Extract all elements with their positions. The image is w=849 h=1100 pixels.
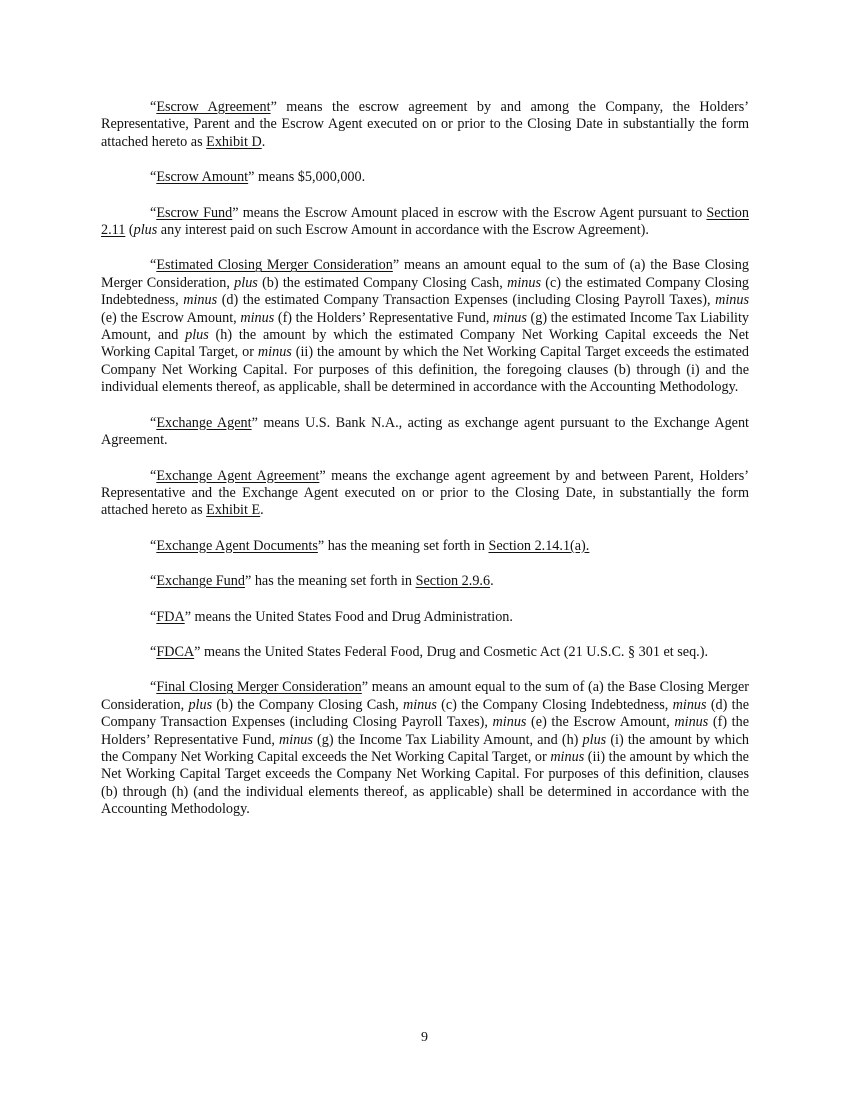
definition-paragraph [101,609,749,626]
defined-term: Exchange Fund [156,573,245,590]
definition-text: (d) the estimated Company Transaction Expenses (including Closing Payroll Taxes), [217,292,716,309]
definition-text: ” means an amount equal to the sum of (a) the Base Closing Merger Consideration, [101,257,749,291]
definition-text: “ [150,679,157,696]
definition-text: “ [150,573,157,590]
definition-text: (b) the estimated Company Closing Cash, [257,274,508,291]
definition-text: ” means the escrow agreement by and among the Company, the Holders’ Representative, Parent and the Escrow Agent executed on or prior to the Closing Date in substantially the form attached hereto as [101,99,749,150]
italic-operator: plus [234,274,258,291]
defined-term: Estimated Closing Merger Consideration [156,257,393,274]
cross-reference: Section 2.11 [101,204,749,239]
definition-text: ” means the United States Food and Drug Administration. [184,608,513,625]
definition-text: ” has the meaning set forth in [244,573,416,590]
definition-text: (b) the Company Closing Cash, [212,696,403,713]
defined-term: Escrow Amount [156,169,249,186]
defined-term: Exchange Agent Documents [156,537,318,554]
definition-text: . [260,502,264,519]
cross-reference: Exhibit D [206,133,262,150]
definition-text: “ [150,414,157,431]
definition-text: . [490,573,494,590]
definition-text: ( [125,222,134,239]
page-number: 9 [421,1030,428,1045]
definition-paragraph [101,99,749,151]
definition-text: “ [150,99,157,115]
defined-term: Escrow Agreement [156,99,271,115]
italic-operator: minus [402,696,437,713]
italic-operator: plus [185,327,209,344]
definition-text: ” means an amount equal to the sum of (a) the Base Closing Merger Consideration, [101,679,750,713]
definition-paragraph [101,468,749,520]
definition-text: (i) the amount by which the Company Net Working Capital exceeds the Net Working Capital Target, or [101,731,750,765]
defined-term: FDA [156,608,185,625]
cross-reference: Section 2.9.6 [415,573,491,590]
definition-paragraph [101,573,749,590]
italic-operator: minus [279,731,313,748]
italic-operator: plus [188,696,213,713]
italic-operator: minus [493,309,527,326]
definition-text: “ [150,257,157,274]
definition-text: ” means U.S. Bank N.A., acting as exchange agent pursuant to the Exchange Agent Agreement. [101,414,749,449]
definition-paragraph [101,538,749,555]
italic-operator: minus [672,696,707,713]
defined-term: Final Closing Merger Consideration [156,679,362,696]
definition-text: “ [150,537,157,554]
definition-text: (c) the Company Closing Indebtedness, [436,696,673,713]
definition-paragraph [101,169,749,186]
defined-term: Escrow Fund [156,204,233,221]
definition-text: ” means the Escrow Amount placed in escrow with the Escrow Agent pursuant to [232,204,707,221]
definition-text: “ [150,169,157,186]
italic-operator: minus [257,344,292,361]
cross-reference: Section 2.14.1(a). [488,537,590,554]
definition-paragraph [101,644,749,661]
definition-text: (g) the estimated Income Tax Liability Amount, and [101,309,749,344]
definition-text: (e) the Escrow Amount, [101,309,241,326]
defined-term: Exchange Agent Agreement [156,467,320,484]
defined-term: FDCA [156,643,195,660]
definition-text: (e) the Escrow Amount, [526,714,675,731]
document-body [101,99,749,837]
definition-text: (ii) the amount by which the Net Working Capital Target exceeds the estimated Company Net Working Capital. For purposes of this definition, the foregoing clauses (b) through (i) and the individual elements thereof, as applicable, shall be determined in accordance with the Accounting Methodology. [101,344,750,396]
definition-text: (f) the Holders’ Representative Fund, [274,309,493,326]
definition-paragraph [101,679,749,818]
definition-text: (d) the Company Transaction Expenses (including Closing Payroll Taxes), [101,696,749,731]
definition-paragraph [101,415,749,450]
definition-text: (f) the Holders’ Representative Fund, [101,714,749,748]
definition-text: any interest paid on such Escrow Amount in accordance with the Escrow Agreement). [157,222,649,239]
definition-text: “ [150,204,157,221]
definition-text: ” means $5,000,000. [248,169,366,186]
definition-text: “ [150,608,157,625]
italic-operator: minus [550,748,585,765]
definition-paragraph [101,257,749,396]
definition-text: ” means the exchange agent agreement by and between Parent, Holders’ Representative and the Exchange Agent executed on or prior to the Closing Date, in substantially the form attached hereto as [101,467,749,519]
definition-text: (g) the Income Tax Liability Amount, and (h) [312,731,583,748]
italic-operator: minus [674,714,709,731]
italic-operator: plus [582,731,607,748]
italic-operator: minus [492,714,527,731]
definition-text: (ii) the amount by which the Net Working Capital Target exceeds the Company Net Working Capital. For purposes of this definition, clauses (b) through (h) (and the individual elements thereof, as applicable) shall be determined in accordance with the Accounting Methodology. [101,748,749,818]
italic-operator: minus [507,274,541,291]
definition-text: “ [150,467,157,484]
definition-text: (c) the estimated Company Closing Indebtedness, [101,274,750,309]
defined-term: Exchange Agent [156,414,252,431]
definition-paragraph [101,205,749,240]
italic-operator: plus [133,222,158,239]
italic-operator: minus [715,292,749,309]
definition-text: ” has the meaning set forth in [317,537,489,554]
definition-text: (h) the amount by which the estimated Company Net Working Capital exceeds the Net Working Capital Target, or [101,327,749,361]
italic-operator: minus [240,309,275,326]
italic-operator: minus [183,292,218,309]
definition-text: ” means the United States Federal Food, Drug and Cosmetic Act (21 U.S.C. § 301 et seq.). [194,643,708,660]
definition-text: “ [150,643,157,660]
definition-text: . [261,133,266,150]
cross-reference: Exhibit E [206,502,261,519]
